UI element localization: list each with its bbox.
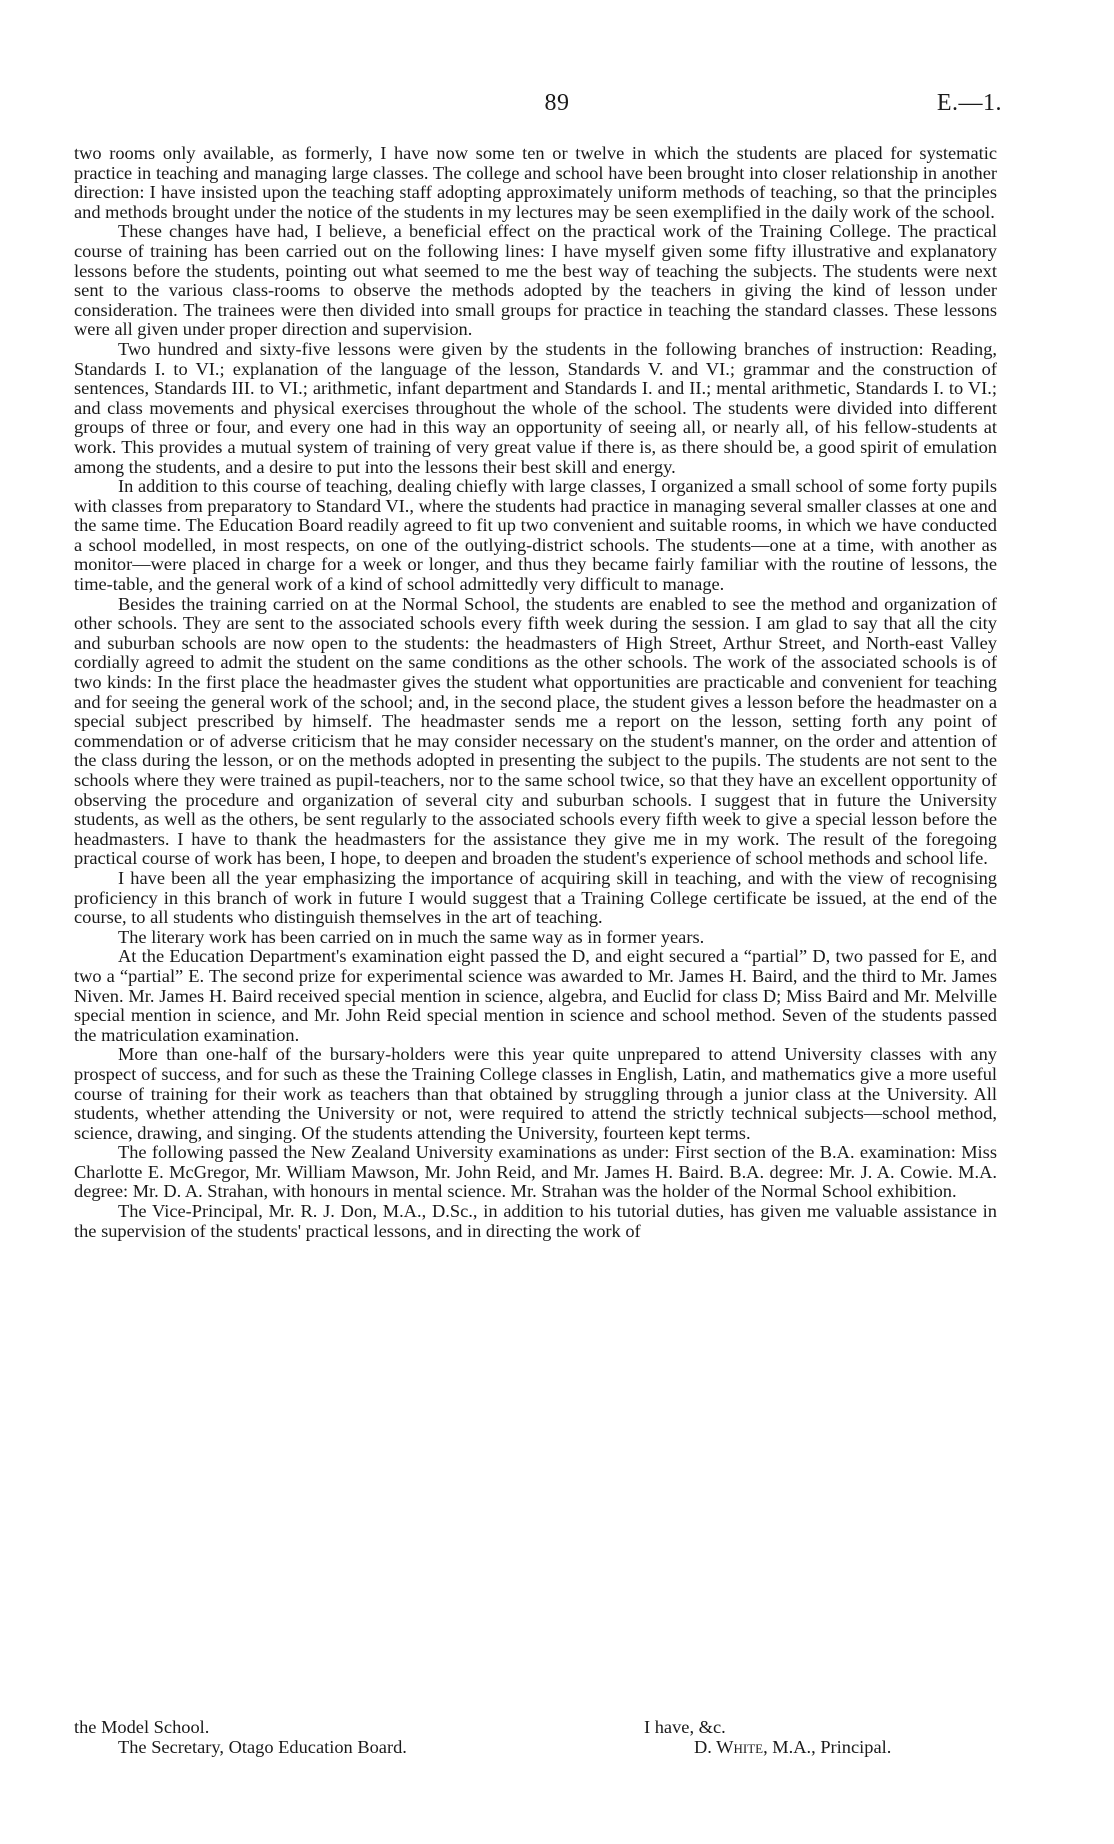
closing-line: the Model School. bbox=[74, 1717, 210, 1737]
document-reference: E.—1. bbox=[936, 90, 1002, 116]
paragraph: The literary work has been carried on in much the same way as in former years. bbox=[118, 926, 705, 947]
paragraph: More than one-half of the bursary-holders were this year quite unprepared to attend University classes with any prospect of success, and for such as these the Training College classes in English, Latin, and mathematics give a more useful course of training for their work as teachers than that obtained by struggling through a junior class at the University. All students, whether attending the University or not, were required to attend the strictly technical subjects—school method, science, drawing, and singing. Of the students attending the University, fourteen kept terms. bbox=[74, 1044, 997, 1143]
paragraph: two rooms only available, as formerly, I have now some ten or twelve in which the students are placed for systematic practice in teaching and managing large classes. The college and school have been brought into closer relationship in another direction: I have insisted upon the teaching staff adopting approximately uniform methods of teaching, so that the principles and methods brought under the notice of the students in my lectures may be seen exemplified in the daily work of the school. bbox=[74, 143, 997, 222]
paragraph: Besides the training carried on at the Normal School, the students are enabled to see the method and organization of other schools. They are sent to the associated schools every fifth week during the session. I am glad to say that all the city and suburban schools are now open to the students: the headmasters of High Street, Arthur Street, and North-east Valley cordially agreed to admit the student on the same conditions as the other schools. The work of the associated schools is of two kinds: In the first place the headmaster gives the student what opportunities are practicable and convenient for teaching and for seeing the general work of the school; and, in the second place, the student gives a lesson before the headmaster on a special subject prescribed by himself. The headmaster sends me a report on the lesson, setting forth any point of commendation or of adverse criticism that he may consider necessary on the student's manner, on the order and attention of the class during the lesson, or on the methods adopted in presenting the subject to the pupils. The students are not sent to the schools where they were trained as pupil-teachers, nor to the same school twice, so that they have an excellent opportunity of observing the procedure and organization of several city and suburban schools. I suggest that in future the University students, as well as the others, be sent regularly to the associated schools every fifth week to give a special lesson before the headmasters. I have to thank the headmasters for the assistance they give me in my work. The result of the foregoing practical course of work has been, I hope, to deepen and broaden the student's experience of school methods and school life. bbox=[74, 593, 997, 869]
signature-title: , M.A., Principal. bbox=[763, 1736, 892, 1757]
letter-closing bbox=[74, 1718, 997, 1757]
signature bbox=[694, 1738, 891, 1758]
paragraph: Two hundred and sixty-five lessons were given by the students in the following branches of instruction: Reading, Standards I. to VI.; explanation of the language of the lesson, Standards V. and VI.; grammar and the construction of sentences, Standards III. to VI.; arithmetic, infant department and Standards I. and II.; mental arithmetic, Standards I. to VI.; and class movements and physical exercises throughout the whole of the school. The students were divided into different groups of three or four, and every one had in this way an opportunity of seeing all, or nearly all, of his fellow-students at work. This provides a mutual system of training of very great value if there is, as there should be, a good spirit of emulation among the students, and a desire to put into the lessons their best skill and energy. bbox=[74, 338, 997, 477]
addressee: The Secretary, Otago Education Board. bbox=[118, 1736, 407, 1757]
paragraph: At the Education Department's examination eight passed the D, and eight secured a “partial” D, two passed for E, and two a “partial” E. The second prize for experimental science was awarded to Mr. James H. Baird, and the third to Mr. James Niven. Mr. James H. Baird received special mention in science, algebra, and Euclid for class D; Miss Baird and Mr. Melville special mention in science, and Mr. John Reid special mention in science and school method. Seven of the students passed the matriculation examination. bbox=[74, 946, 997, 1045]
paragraph: In addition to this course of teaching, dealing chiefly with large classes, I organized a small school of some forty pupils with classes from preparatory to Standard VI., where the students had practice in managing several smaller classes at one and the same time. The Education Board readily agreed to fit up two convenient and suitable rooms, in which we have conducted a school modelled, in most respects, on one of the outlying-district schools. The students—one at a time, with another as monitor—were placed in charge for a week or longer, and thus they became fairly familiar with the routine of lessons, the time-table, and the general work of a kind of school admittedly very difficult to manage. bbox=[74, 476, 997, 595]
signature-name: D. White bbox=[694, 1736, 764, 1757]
paragraph: The Vice-Principal, Mr. R. J. Don, M.A., D.Sc., in addition to his tutorial duties, has given me valuable assistance in the supervision of the students' practical lessons, and in directing the work of bbox=[74, 1201, 997, 1241]
paragraph: I have been all the year emphasizing the importance of acquiring skill in teaching, and with the view of recognising proficiency in this branch of work in future I would suggest that a Training College certificate be issued, at the end of the course, to all students who distinguish themselves in the art of teaching. bbox=[74, 867, 997, 928]
sign-off: I have, &c. bbox=[644, 1717, 726, 1737]
report-body bbox=[74, 144, 997, 1241]
paragraph: The following passed the New Zealand University examinations as under: First section of the B.A. examination: Miss Charlotte E. McGregor, Mr. William Mawson, Mr. John Reid, and Mr. James H. Baird. B.A. degree: Mr. J. A. Cowie. M.A. degree: Mr. D. A. Strahan, with honours in mental science. Mr. Strahan was the holder of the Normal School exhibition. bbox=[74, 1142, 997, 1202]
paragraph: These changes have had, I believe, a beneficial effect on the practical work of the Training College. The practical course of training has been carried out on the following lines: I have myself given some fifty illustrative and explanatory lessons before the students, pointing out what seemed to me the best way of teaching the subjects. The students were next sent to the various class-rooms to observe the methods adopted by the teachers in giving the kind of lesson under consideration. The trainees were then divided into small groups for practice in teaching the standard classes. These lessons were all given under proper direction and supervision. bbox=[74, 221, 997, 340]
page-number: 89 bbox=[544, 90, 570, 116]
